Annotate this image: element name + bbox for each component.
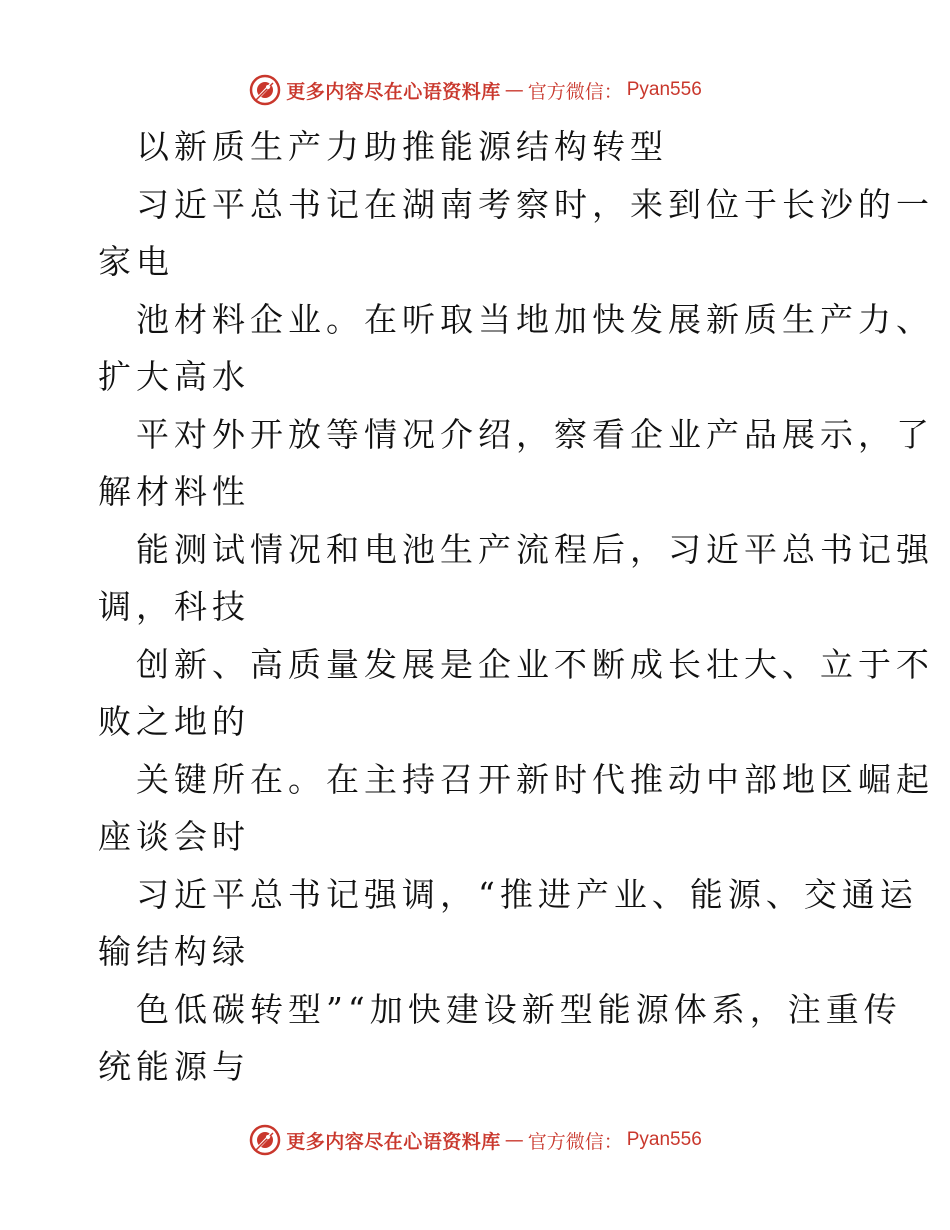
banner-content: [248, 73, 702, 107]
paragraph-line: 关键所在。在主持召开新时代推动中部地区崛起: [136, 759, 934, 799]
document-title: 以新质生产力助推能源结构转型: [136, 127, 668, 166]
paragraph-line: 败之地的: [98, 702, 250, 741]
paragraph-line: 扩大高水: [98, 357, 250, 396]
paragraph-line: 能测试情况和电池生产流程后，习近平总书记强: [136, 529, 934, 569]
paragraph-line: 池材料企业。在听取当地加快发展新质生产力、: [136, 299, 934, 339]
banner-wechat-label: 官方微信：: [527, 1130, 623, 1153]
paragraph-line: 座谈会时: [98, 817, 250, 856]
banner-wechat-label: 官方微信：: [527, 80, 623, 103]
banner-main-text: 更多内容尽在心语资料库: [286, 80, 501, 103]
seal-logo-icon: [248, 73, 282, 107]
paragraph-line: 家电: [98, 242, 174, 281]
paragraph-line: 平对外开放等情况介绍，察看企业产品展示，了: [136, 414, 934, 454]
banner-dash: —: [504, 79, 524, 101]
document-body: [98, 118, 934, 1096]
paragraph-line: 统能源与: [98, 1047, 250, 1086]
paragraph-line: 创新、高质量发展是企业不断成长壮大、立于不: [136, 644, 934, 684]
paragraph-line: 输结构绿: [98, 932, 250, 971]
paragraph-line: 习近平总书记强调，“推进产业、能源、交通运: [136, 874, 918, 914]
paragraph-line: 习近平总书记在湖南考察时，来到位于长沙的一: [136, 184, 934, 224]
header-banner: [0, 72, 950, 108]
paragraph-line: 解材料性: [98, 472, 250, 511]
paragraph-line: 色低碳转型”“加快建设新型能源体系，注重传: [136, 989, 902, 1029]
banner-main-text: 更多内容尽在心语资料库: [286, 1130, 501, 1153]
banner-wechat-id: Pyan556: [626, 1129, 702, 1150]
footer-banner: [0, 1122, 950, 1158]
banner-dash: —: [504, 1129, 524, 1151]
banner-content: [248, 1123, 702, 1157]
seal-logo-icon: [248, 1123, 282, 1157]
paragraph-line: 调，科技: [98, 587, 250, 626]
banner-wechat-id: Pyan556: [626, 79, 702, 100]
